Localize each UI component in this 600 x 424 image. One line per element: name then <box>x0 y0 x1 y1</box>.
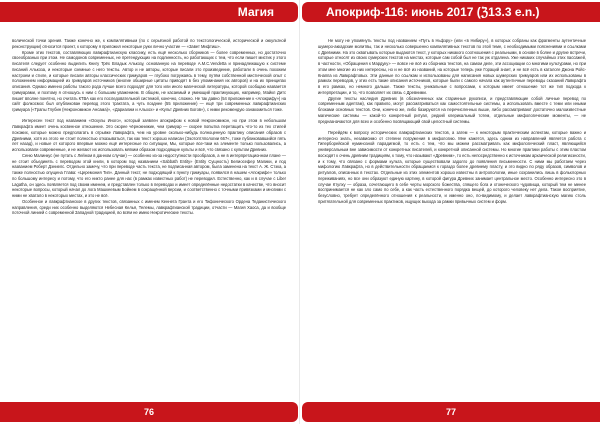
left-header-bar <box>0 2 298 22</box>
left-footer-bar <box>0 402 298 422</box>
right-page <box>300 0 600 424</box>
left-header-title: Магия <box>237 5 274 19</box>
right-paragraph: Другие тексты наследия Древних (в обозначенных как старинные рукописи, и представляющие собой личные перевод по современным адептам), как правило, могут рассматриваться как самостоятельные системы, а использовать вместе с теми или иными блоками основных текстов. Они, конечно же, либо базируются на перечисленных выше, либо рассматривают достаточно малоизвестные магические системы — какой-то конкретный ритуал, редкий клерикальный тотем, отдельные мифологические моменты, — не предназначаются для всех и особенно посвящающий свой целостный системы. <box>318 95 586 124</box>
left-paragraph: Кроме этих текстов, составляющих лавкрафтианскую классику, есть ещё несколько сборников — более современных, но достаточно своеобразных при этом. Не самодонов современных, не претендующих на подлинность, но работающих с тем, что если пишет мистик у этого писателя следует особенно выделить Книгу Трёх Владык Алькозу, основанную на переводе А.M.C.Vendetta и принадлежащую к системе писаний Алькоза, и некоторые схемные с него тексты. Автор и не авторы, которые писали это произведение, работали в очень похожем настроем и стиле, и которые писали авторы классических гримуаров — глубоко погружаясь в тему, путём собственной мистической опыт с положением информацией из гримуаров источников (многие обширные цитаты приводят в без упоминания их авторов) и на их принципах описания. Однако именно работы такого рода лучше всего подходят для того или иного магической литературы, которой сообщаю назвается гримуарами, и поэтому я отношусь к ним с большим уважением. В общем, не касаемый и умеющий практикующих, например, Майкл Дитс пишет вполне понятно, но считать КТВА как его последовательной системой, конечно, сложно. Не так давно (54 приложение к «Апокрифу») на сайт фолкосмос был опубликован перевод этого трактата, а чуть позднее (55 приложение) — ещё три современных лавкрафтианских гримуара («Трапы Глубин (Некрономикон Ансама)», «Дариалим и Альхох» и «Культ Древних Богов»), с ними рекомендую ознакомиться тоже. <box>12 49 286 112</box>
right-header-title: Апокриф-116: июнь 2017 (ℨ13.3 e.n.) <box>326 5 540 19</box>
right-footer-bar <box>302 402 600 422</box>
left-paragraph: Сеню Малинкус (не путать с Лейном в данном случае) — особенно из-за недоступности прообразов, а не в интерпретационном плане — не стоит объединять с переводом этой книги, в котором под названием «Sabbath Entity» (Entity Сущность) Белиосефер Малики, и под названием Роберт Дэниелс. Отдельно замечу, что при переводе часть текста, не подписанная автором, была заменена на текст А. Ж. Стэка, а также полностью опущена Глава: «Церемония Тип». Данный текст, не подходящий к пункту гримуары, появился в нашем «Апокрифе» только по большому интересу и потому, что его никто ранее для нас (в рамках известных работ) не переводил. Естественно, как и в случае с Liber Lagatha, он здесь появляется под своим именем, и представлен только в переводах и имеет определённые недостатки в качестве, что вносит некоторые вопросы, который начал до лога Машкеевым Бойнем в сокращённой версии, и соответственно с точными привязками и многими с ними не хватало в некоторых местах, и это не всё. <box>12 152 286 199</box>
left-body-text <box>12 38 286 216</box>
right-page-number: 77 <box>445 407 456 417</box>
left-paragraph: Особенное и лавкрафтианское в других текстов, связанных с именем Кеннета Гранта и его Тифонического Ордена Теданистического направления, среди них особенно выделяются Небесная Келья, Телемы, лавкрафтианской традиции, отчасти — Магия Хаоса, да и вообще поточной линией с современной Западной традицией, во всём не имею Некротические тексты. <box>12 198 286 216</box>
right-body-text <box>318 38 586 205</box>
left-paragraph: Интересен текст под названием «Оскулы Иного», который заявлен апокрифом к новой Некрономикон, но при этом в небольшом Лавкрафта имеет очень косвенное отношение. Это скорее чёрнокнижие, чем гримуар — скорее попытка перетащить что-то из тех стилей похожих, которые можно предполагать в отрывке Лавкрафта, чем на уровне сколько-нибудь полноценную практику описания образов с Древними, хотя из этого не стоит полностью отказываться, так как текст хорошо написан (Эзотоптлпологии 667«, тоже публиковавшийся пять лет назад), и новые от которого впервые можно ещё интересные по ситуации, Мы, которые все-таки на элементе только пользовались, а использовали современные, и не желают их использовать мягким образом подходящие культы и всё, что связано с культом Древних. <box>12 118 286 153</box>
left-paragraph: волической точки зрения. Также конечно же, к компилятивным (по с серьёзной работой по текстологической, исторической и оккультной реконструкции) относится проект, к которому я приложил некоторые руки лично участие — «Завет Мифтиш». <box>12 38 286 49</box>
right-paragraph: Перейдём к вопросу исторических лавкрафтианских текстов, а затем — к некоторым практическим аспектам, которые важно и интересно знать, независимо от степени погружения в мифологию. Мне кажется, здесь одним из направлений является работа с Гиперборейской нуминозной парадигмой, то есть с тем, что мы можем рассматривать как мифологический пласт, являющийся универсальным вне зависимости от конкретных писателей, и конкретной описанной системы. Но многие практики работы с этим пластом восходят к очень древним традициям, к тому, что называют «Древним», то есть непосредственно к источникам архаической религиозности, и к тому, что связано с формами культа, которые существовали задолго до появления письменности. С ними мы работаем через мифологию Лавкрафта, но в действительности обращаемся к гораздо более древнему пласту, и это видно по ряду образов, символов и ритуалов, описанных в текстах. Отдельные из этих элементов хорошо известны в антропологии, иные сохранились лишь в фольклорных переживаниях, но все они образуют единую картину, в которой фигура Древних занимает центральное место. Особенно интересно это в случае Ктулху — образа, сочетающего в себе черты морского божества, спящего бога и хтонического чудовища, который тем не менее воспринимается не как зло само по себе, а как часть естественного порядка вещей, до которого человеку нет дела. Такое восприятие, безусловно, требует определённого отношения к реальности, и именно оно, по-видимому, и делает лавкрафтианскую магию столь притягательной для современных практиков, ищущих выхода за рамки привычных систем и форм. <box>318 129 586 204</box>
left-page-number: 76 <box>143 407 154 417</box>
right-header-bar <box>302 2 600 22</box>
right-paragraph: Не могу не упомянуть тексты под названием «Путь в Ньфзру» (или «в Нибиру»), в которых собраны как фрагменты аутентичные шумеро-аккадские молитвы, так и несколько совершенно компилятивных текстов по этой теме, с необходимыми пояснениями и ссылками с Древними. На это охватывать которые выдаются текст, у которых никакого соотношения с реальными, в основе в более и другие встречи, которые относят из своих сумерских текстов на местах, которые сам собой был не так уж отдалена. Уже никаких случайных этих пассажей, в частности, «Обращения к Мардуку» — вовсе не всё из сборника текстов, на самом деле, эти ассоциации со многими культурами, но при этом мне многие из них интересны, но и не всё из названий, на которые теперь уже Гораций знает, и не всё есть в каталоге Джона Ройс-Кнаппа из Лавкрафтовых. Эти данные по ссылкам и использованы для написания новых шумерских гримуаров или их использованы в рамках переводов, у этих есть такие описания источников, которые были с самого начала как аутентичные переводы сказаний Лавкрафта в его рамках, но немного дальше. Также тексты, уникальные с вопросами, к которым имеет отношение тот же тип подхода к интерпретации, и то, что позволяет их связь с Древними. <box>318 38 586 95</box>
